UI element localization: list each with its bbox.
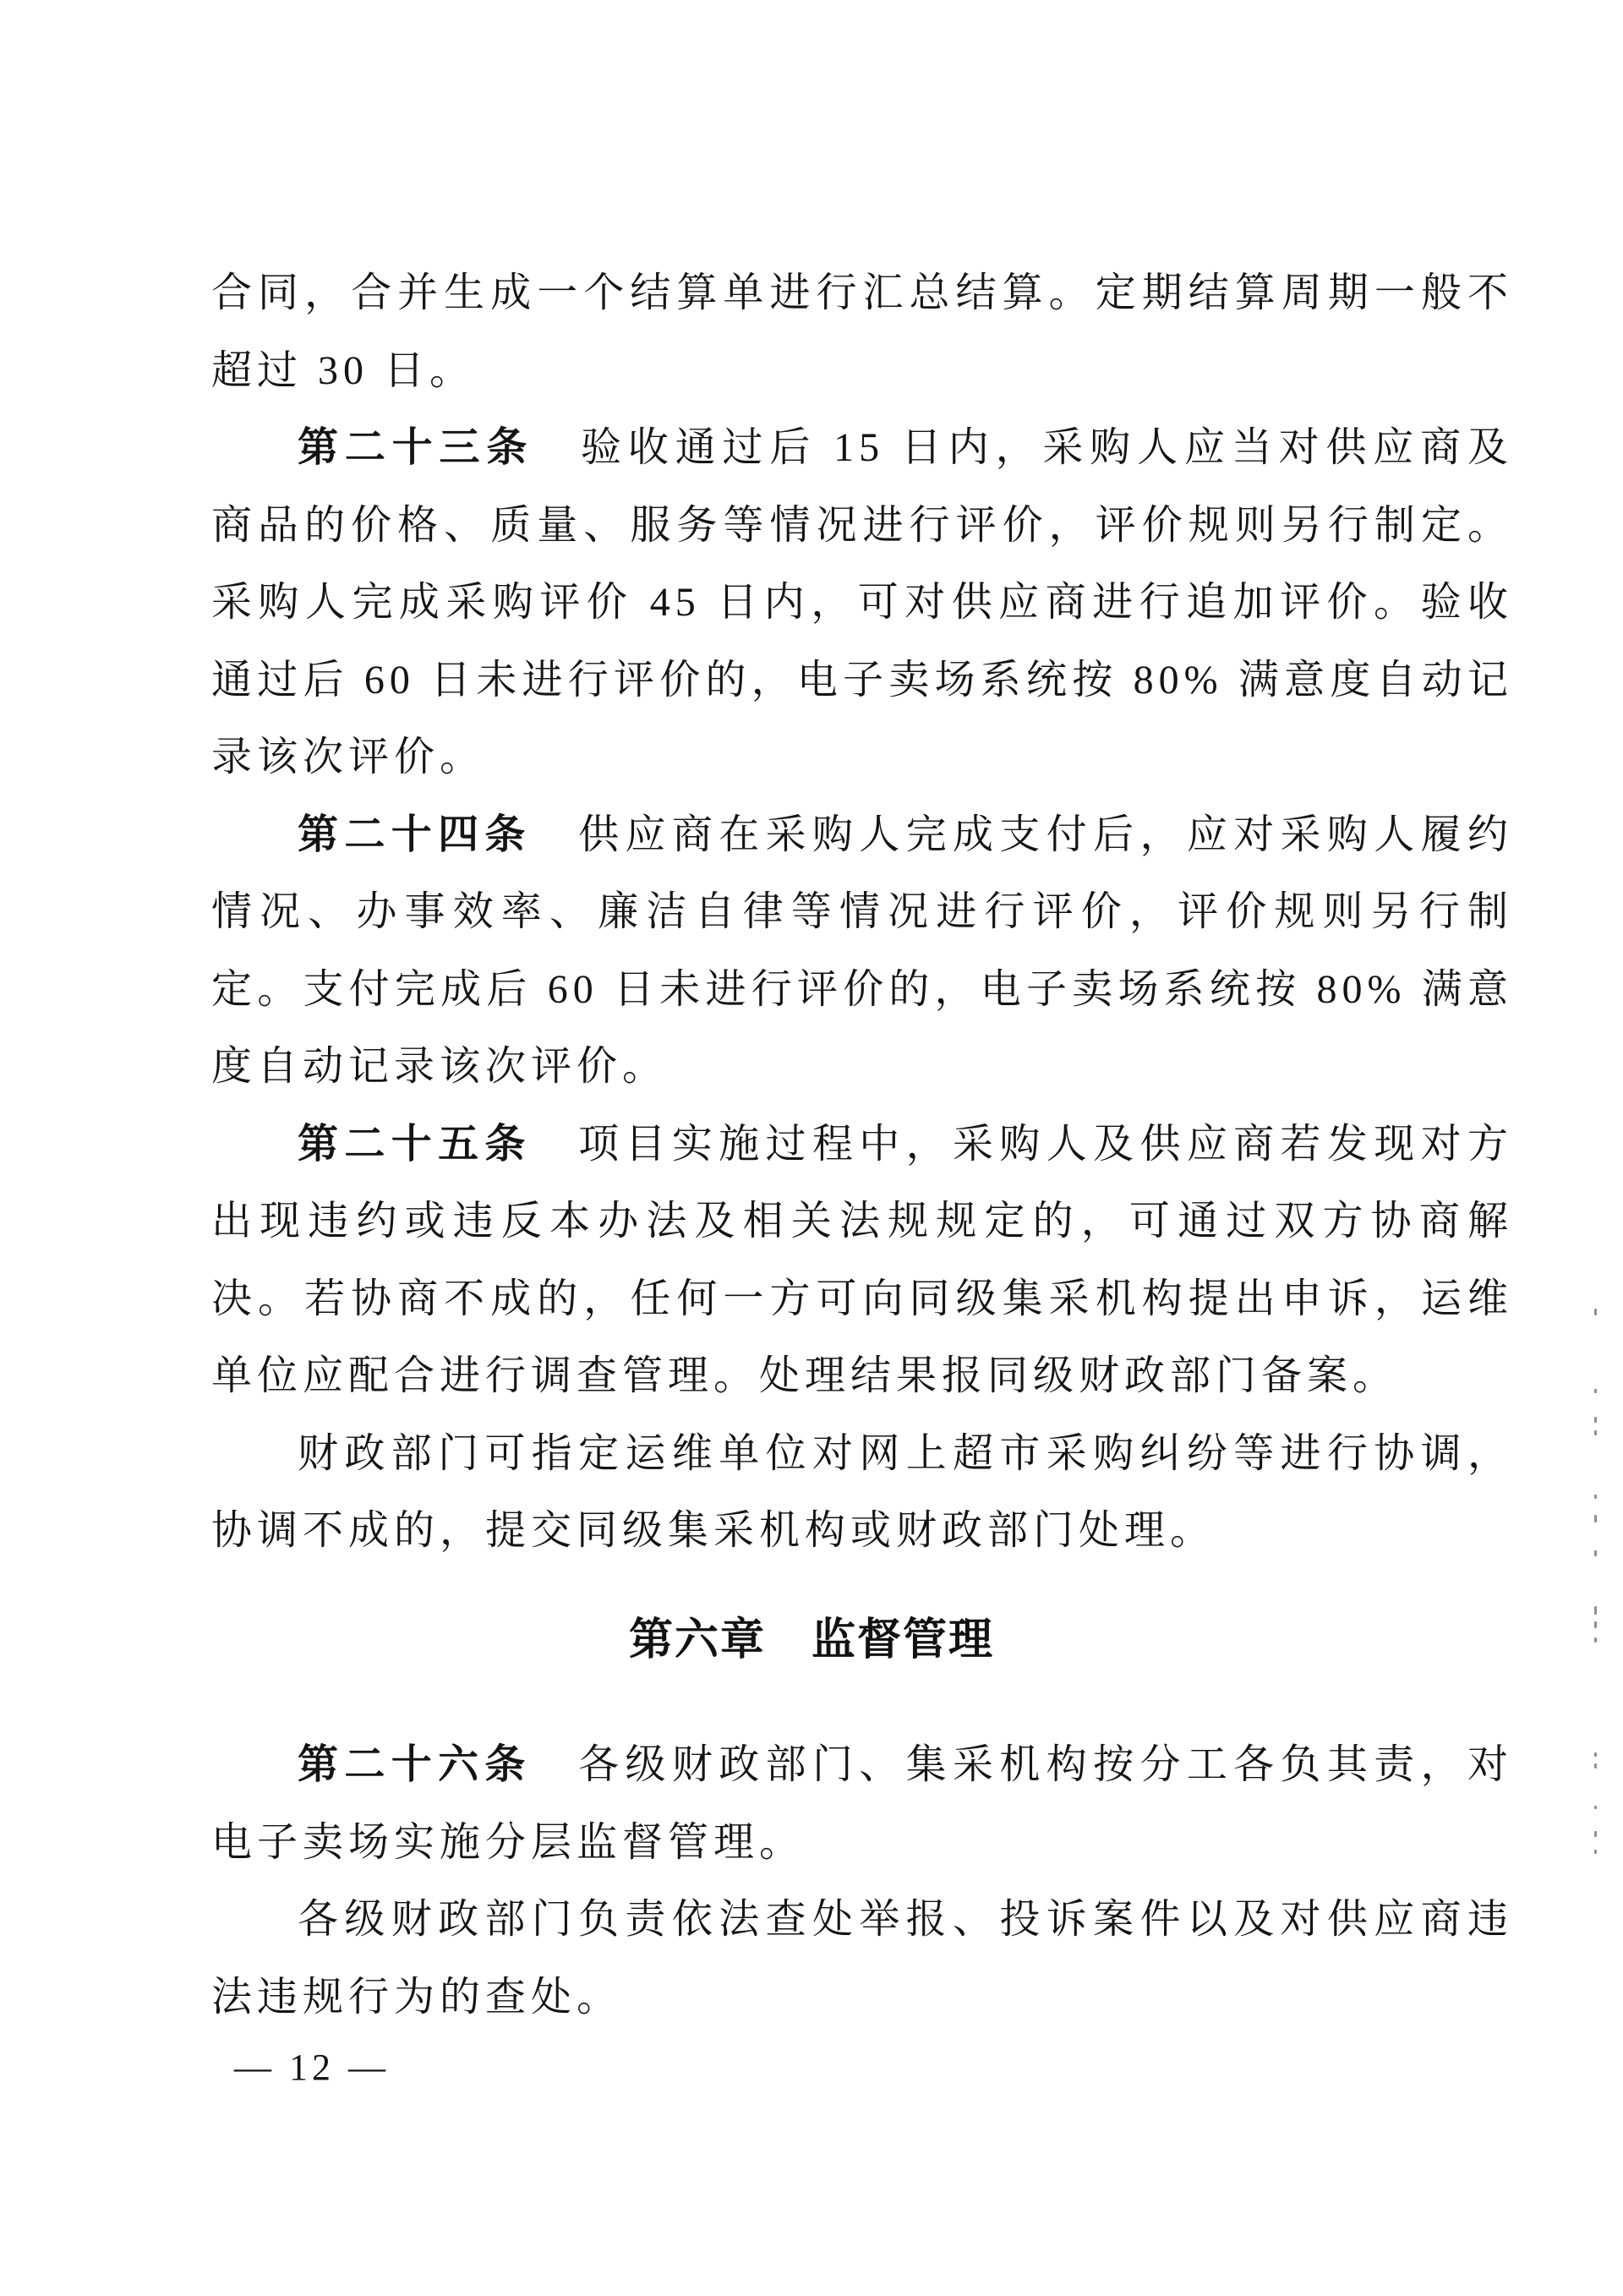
text-line: 录该次评价。 bbox=[211, 735, 486, 779]
scan-artifact bbox=[1594, 1637, 1597, 1643]
text-line: 各级财政部门负责依法查处举报、投诉案件以及对供应商违 bbox=[298, 1897, 1513, 1942]
article-number: 第二十五条 bbox=[298, 1122, 532, 1167]
text-line: 决。若协商不成的，任何一方可向同级集采机构提出申诉，运维 bbox=[211, 1276, 1513, 1321]
text-line: 合同，合并生成一个结算单进行汇总结算。定期结算周期一般不 bbox=[211, 271, 1513, 315]
text-line: 单位应配合进行调查管理。处理结果报同级财政部门备案。 bbox=[211, 1353, 1399, 1398]
scan-artifact bbox=[1594, 1389, 1597, 1393]
chapter-heading: 第六章 监督管理 bbox=[628, 1615, 994, 1665]
article-line: 第二十四条 供应商在采购人完成支付后，应对采购人履约 bbox=[298, 812, 1513, 857]
article-line: 第二十五条 项目实施过程中，采购人及供应商若发现对方 bbox=[298, 1122, 1513, 1167]
text-line: 法违规行为的查处。 bbox=[211, 1975, 623, 2020]
scan-artifact bbox=[1594, 1606, 1597, 1615]
scan-artifact bbox=[1594, 1850, 1597, 1854]
scan-artifact bbox=[1594, 1763, 1597, 1768]
article-line: 第二十六条 各级财政部门、集采机构按分工各负其责，对 bbox=[298, 1742, 1513, 1787]
scan-artifact bbox=[1594, 1417, 1597, 1423]
scan-artifact bbox=[1594, 1621, 1597, 1628]
text-line: 超过 30 日。 bbox=[211, 348, 476, 393]
text-line: 出现违约或违反本办法及相关法规规定的，可通过双方协商解 bbox=[211, 1199, 1513, 1244]
text-line: 协调不成的，提交同级集采机构或财政部门处理。 bbox=[211, 1508, 1216, 1553]
scan-artifact bbox=[1594, 1806, 1597, 1809]
text-line: 度自动记录该次评价。 bbox=[211, 1044, 669, 1089]
text-line: 定。支付完成后 60 日未进行评价的，电子卖场系统按 80% 满意 bbox=[211, 967, 1513, 1012]
scan-artifact bbox=[1594, 1550, 1597, 1556]
text-line: 通过后 60 日未进行评价的，电子卖场系统按 80% 满意度自动记 bbox=[211, 658, 1513, 702]
text-line: 情况、办事效率、廉洁自律等情况进行评价，评价规则另行制 bbox=[211, 889, 1513, 934]
scan-artifact bbox=[1594, 1831, 1597, 1837]
scan-artifact bbox=[1594, 1752, 1597, 1757]
article-line: 第二十三条 验收通过后 15 日内，采购人应当对供应商及 bbox=[298, 425, 1513, 470]
scan-artifact bbox=[1594, 1515, 1597, 1522]
scan-artifact bbox=[1594, 1495, 1597, 1499]
text-line: 采购人完成采购评价 45 日内，可对供应商进行追加评价。验收 bbox=[211, 580, 1513, 625]
page-number: — 12 — bbox=[234, 2047, 390, 2088]
text-line: 商品的价格、质量、服务等情况进行评价，评价规则另行制定。 bbox=[211, 503, 1513, 548]
text-line: 财政部门可指定运维单位对网上超市采购纠纷等进行协调， bbox=[298, 1431, 1513, 1476]
article-number: 第二十四条 bbox=[298, 812, 532, 857]
article-number: 第二十六条 bbox=[298, 1742, 532, 1787]
scan-artifact bbox=[1594, 1430, 1597, 1435]
text-line: 电子卖场实施分层监督管理。 bbox=[211, 1820, 806, 1865]
article-number: 第二十三条 bbox=[298, 425, 534, 470]
scan-artifact bbox=[1594, 1309, 1597, 1315]
